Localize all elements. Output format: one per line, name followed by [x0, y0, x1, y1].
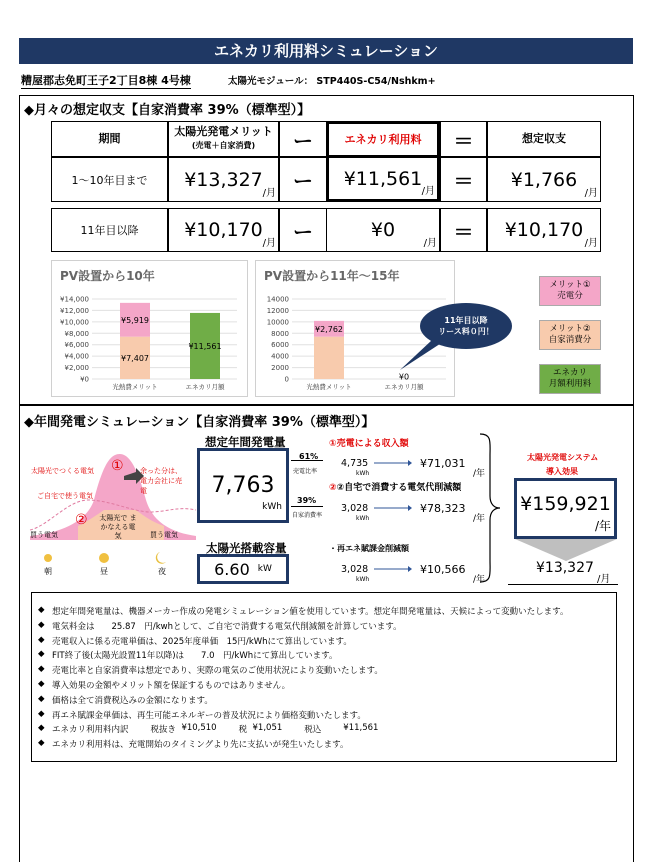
chart-11-15yr-title: PV設置から11年〜15年 [264, 269, 400, 283]
line2-kwh: 3,028 [341, 503, 369, 514]
cap-value: 6.60 [214, 559, 250, 579]
row1-period: 1〜10年目まで [51, 157, 168, 202]
x-tick-label: 光熱費メリット [112, 383, 158, 391]
annual-title: ◆年間発電シミュレーション【自家消費率 39%（標準型）】 [24, 415, 375, 430]
chart-10yr [51, 260, 248, 397]
row2-minus: ー [279, 208, 327, 252]
y-tick-label: ¥14,000 [60, 295, 89, 304]
header-equals: ＝ [440, 121, 487, 157]
y-tick-label: 14000 [266, 295, 289, 304]
header-merit: 太陽光発電メリット (売電＋自家消費) [168, 121, 279, 157]
line1-amount: ¥71,031 [420, 457, 466, 470]
illus-noon: 昼 [100, 567, 108, 576]
illus-night: 夜 [158, 567, 166, 576]
moon-icon [156, 552, 166, 564]
note-item: ◆ 電気料金は 25.87 円/kwhとして、ご自宅で消費する電気代削減額を計算しています。 [38, 619, 402, 632]
line1-arrow-icon [374, 458, 412, 468]
y-tick-label: 8000 [271, 329, 289, 338]
gen-unit: kWh [262, 502, 282, 512]
row2-fee: ¥0 /月 [326, 208, 440, 252]
y-tick-label: ¥2,000 [64, 364, 89, 373]
header-period: 期間 [51, 121, 168, 157]
property-address: 糟屋郡志免町王子2丁目8棟 4号棟 [21, 74, 191, 87]
row1-fee: ¥11,561 /月 [326, 155, 440, 202]
row1-balance: ¥1,766 /月 [487, 157, 601, 202]
x-tick-label: エネカリ月額 [185, 383, 225, 391]
sum-brace [478, 432, 502, 584]
y-tick-label: 12000 [266, 306, 289, 315]
y-tick-label: ¥10,000 [60, 318, 89, 327]
line3-kwh-unit: kWh [356, 576, 370, 583]
bubble-tail [400, 340, 440, 380]
illus-num2: ② [75, 512, 88, 528]
row1-minus: ー [279, 157, 327, 202]
x-tick-label: エネカリ月額 [384, 383, 424, 391]
self-ratio-line [291, 506, 323, 507]
note-item: ◆ 再エネ賦課金単価は、再生可能エネルギーの普及状況により価格変動いたします。 [38, 708, 366, 721]
x-tick-label: 光熱費メリット [306, 383, 352, 391]
line3-arrow-icon [374, 564, 412, 574]
note-item: ◆ 売電収入に係る売電単価は、2025年度単価 15円/kWhにて算出しています。 [38, 634, 352, 647]
sun-icon [99, 553, 109, 563]
data-label: ¥11,561 [188, 341, 222, 351]
line3-amount: ¥10,566 [420, 563, 466, 576]
bar-segment [314, 337, 344, 379]
note-item-last: ◆ エネカリ利用料は、充電開始のタイミングより先に支払いが発生いたします。 [38, 738, 349, 751]
row1-equals: ＝ [440, 157, 487, 202]
notes-box [31, 592, 617, 762]
y-tick-label: 4000 [271, 352, 289, 361]
effect-unit: /年 [594, 519, 611, 533]
gen-label: 想定年間発電量 [205, 435, 286, 449]
cap-value-box [197, 554, 289, 584]
header-minus: ー [279, 121, 327, 157]
effect-title2: 導入効果 [546, 467, 578, 476]
line3-year-unit: /年 [473, 575, 486, 585]
chart-10yr-svg [52, 261, 249, 398]
line3-kwh: 3,028 [341, 564, 369, 575]
data-label: ¥0 [398, 372, 410, 382]
y-tick-label: ¥12,000 [60, 306, 89, 315]
cap-unit: kW [257, 564, 272, 574]
sell-ratio-label: 売電比率 [293, 468, 318, 475]
line1-kwh: 4,735 [341, 458, 369, 469]
monthly-title: ◆月々の想定収支【自家消費率 39%（標準型）】 [24, 103, 311, 118]
monthly-effect-unit: /月 [597, 574, 611, 585]
legend-sell: メリット① 売電分 [539, 276, 601, 306]
y-tick-label: 6000 [271, 341, 289, 350]
row2-balance: ¥10,170 /月 [487, 208, 601, 252]
effect-title1: 太陽光発電システム [527, 453, 599, 462]
line1-year-unit: /年 [473, 469, 486, 479]
legend-fee: エネカリ 月額利用料 [539, 364, 601, 394]
y-tick-label: 0 [284, 375, 289, 384]
illus-label-cover: 太陽光で まかなえる電気 [99, 514, 137, 540]
self-ratio-label: 自家消費率 [292, 512, 323, 519]
note-item: ◆ FIT終了後(太陽光設置11年以降)は 7.0 円/kWhにて算出しています。 [38, 649, 338, 662]
data-label: ¥7,407 [121, 353, 149, 363]
y-tick-label: ¥6,000 [64, 341, 89, 350]
cap-label: 太陽光搭載容量 [206, 541, 287, 555]
illus-morning: 朝 [44, 567, 52, 576]
row1-merit: ¥13,327 /月 [168, 157, 279, 202]
fee-breakdown: ◆ エネカリ利用料内訳 税抜き ¥10,510 税 ¥1,051 税込 ¥11,561 [38, 723, 379, 736]
illus-buy-right: 買う電気 [150, 531, 178, 539]
y-tick-label: 2000 [271, 364, 289, 373]
note-item: ◆ 価格は全て消費税込みの金額になります。 [38, 693, 213, 706]
monthly-effect-underline [508, 584, 618, 585]
module-name: 太陽光モジュール： STP440S-C54/Nshkm+ [228, 76, 436, 87]
illus-label-surplus: 余った分は、電力会社に売電 [140, 467, 182, 495]
illus-label-self: ご自宅で使う電気 [37, 492, 93, 500]
page-title: エネカリ利用料シミュレーション [19, 38, 633, 64]
sell-ratio-line [291, 460, 323, 461]
illus-buy-left: 買う電気 [30, 531, 58, 539]
sunrise-icon [44, 554, 52, 562]
note-item: ◆ 想定年間発電量は、機器メーカー作成の発電シミュレーション値を使用しています。想定年間発電量は、天候によって変動いたします。 [38, 605, 569, 617]
data-label: ¥2,762 [315, 324, 343, 334]
sell-ratio: 61% [299, 452, 319, 461]
lease-free-bubble: 11年目以降 リース料０円！ [420, 303, 512, 349]
y-tick-label: 10000 [266, 318, 289, 327]
line2-year-unit: /年 [473, 514, 486, 524]
note-item: ◆ 導入効果の金額やメリット額を保証するものではありません。 [38, 678, 291, 691]
legend-self: メリット② 自家消費分 [539, 320, 601, 350]
y-tick-label: ¥4,000 [64, 352, 89, 361]
effect-box [514, 478, 617, 539]
row2-merit: ¥10,170 /月 [168, 208, 279, 252]
line2-kwh-unit: kWh [356, 515, 370, 522]
note-item: ◆ 売電比率と自家消費率は想定であり、実際の電気のご使用状況により変動いたします。 [38, 664, 383, 677]
data-label: ¥5,919 [121, 315, 149, 325]
header-balance: 想定収支 [487, 121, 601, 157]
y-tick-label: ¥0 [80, 375, 89, 384]
monthly-effect-value: ¥13,327 [536, 560, 594, 576]
gen-value: 7,763 [211, 473, 275, 498]
line2-amount: ¥78,323 [420, 502, 466, 515]
row2-equals: ＝ [440, 208, 487, 252]
line2-arrow-icon [374, 503, 412, 513]
line1-title: ①売電による収入額 [329, 439, 409, 449]
effect-value: ¥159,921 [520, 492, 611, 515]
row2-period: 11年目以降 [51, 208, 168, 252]
line2-title: ②②自宅で消費する電気代削減額 [329, 483, 462, 493]
y-tick-label: ¥8,000 [64, 329, 89, 338]
line1-kwh-unit: kWh [356, 470, 370, 477]
illus-num1: ① [111, 458, 124, 474]
line3-title: ・再エネ賦課金削減額 [329, 544, 409, 553]
self-ratio: 39% [297, 496, 317, 505]
illus-label-solar: 太陽光でつくる電気 [31, 467, 94, 475]
gen-value-box [197, 448, 289, 523]
header-fee: エネカリ利用料 [326, 121, 440, 157]
chart-10yr-title: PV設置から10年 [60, 269, 155, 283]
